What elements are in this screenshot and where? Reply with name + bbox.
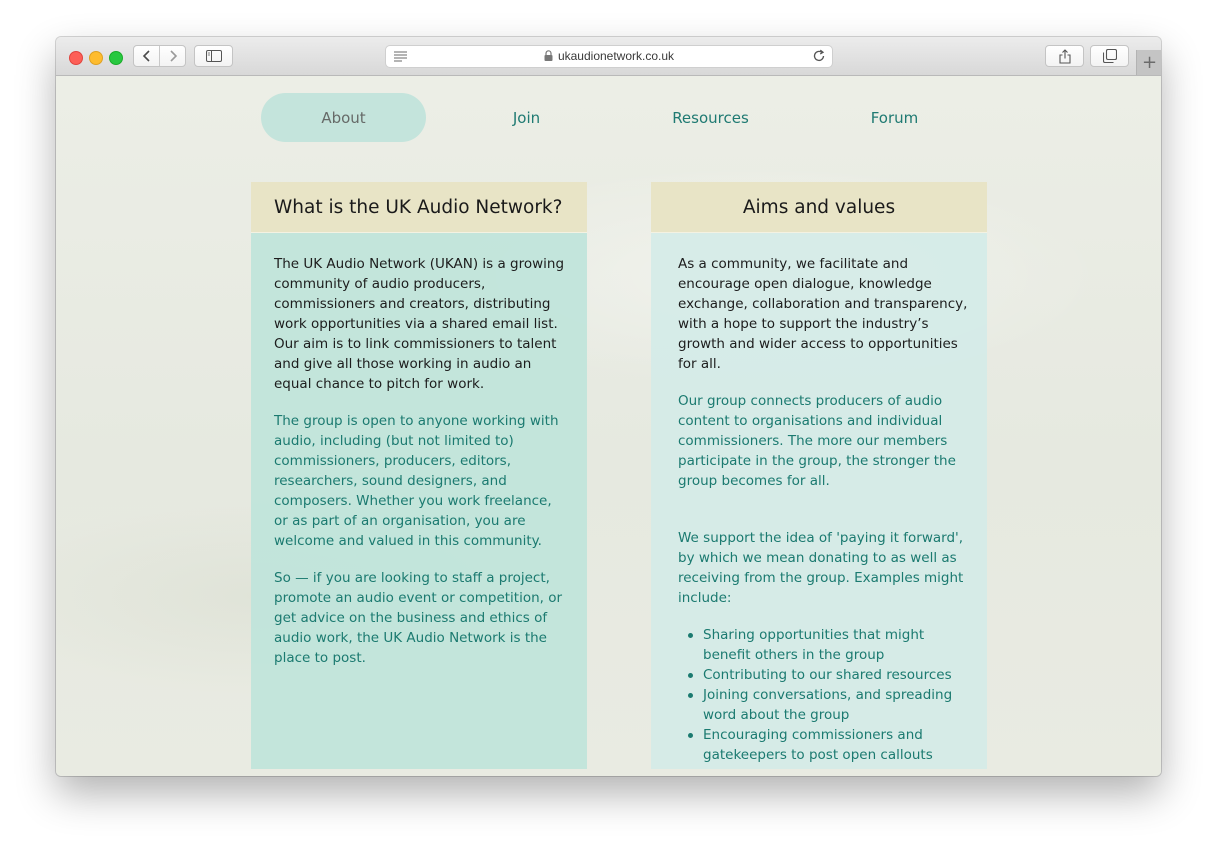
- browser-window: [56, 37, 1161, 776]
- list-item: Encouraging commissioners and gatekeepers to post open callouts: [703, 725, 969, 765]
- nav-item-about[interactable]: About: [261, 93, 426, 142]
- about-paragraph: The group is open to anyone working with audio, including (but not limited to) commissioners, producers, editors, researchers, sound designers, and composers. Whether you work freelance, or as part of an organisation, you are welcome and valued in this community.: [274, 413, 559, 549]
- about-paragraph: So — if you are looking to staff a project, promote an audio event or competition, or get advice on the business and ethics of audio work, the UK Audio Network is the place to post.: [274, 570, 563, 666]
- chevron-left-icon: [142, 50, 152, 62]
- about-card-title: What is the UK Audio Network?: [251, 182, 587, 233]
- tabs-icon: [1103, 49, 1117, 63]
- url-display: [386, 49, 832, 63]
- list-item: Joining conversations, and spreading word about the group: [703, 685, 969, 725]
- about-card: [251, 182, 587, 769]
- aims-paragraph: As a community, we facilitate and encourage open dialogue, knowledge exchange, collaboration and transparency, with a hope to support the industry’s growth and wider access to opportunities for all.: [678, 256, 968, 372]
- aims-card-body: [651, 233, 987, 765]
- forward-button[interactable]: [159, 46, 185, 66]
- show-tabs-button[interactable]: [1090, 45, 1129, 67]
- nav-item-join[interactable]: Join: [512, 108, 541, 127]
- minimize-window-button[interactable]: [89, 51, 103, 65]
- reload-icon[interactable]: [812, 49, 826, 63]
- aims-paragraph: We support the idea of 'paying it forward', by which we mean donating to as well as receiving from the group. Examples might include:: [678, 530, 964, 606]
- list-item: Sharing opportunities that might benefit others in the group: [703, 625, 969, 665]
- share-button[interactable]: [1045, 45, 1084, 67]
- share-icon: [1059, 49, 1071, 64]
- spacer: [678, 508, 969, 528]
- history-nav-group: [133, 45, 186, 67]
- sidebar-toggle-button[interactable]: [194, 45, 233, 67]
- new-tab-button[interactable]: +: [1136, 50, 1161, 75]
- browser-toolbar: [56, 37, 1161, 76]
- url-text: ukaudionetwork.co.uk: [557, 49, 675, 63]
- zoom-window-button[interactable]: [109, 51, 123, 65]
- about-card-body: [251, 233, 587, 668]
- close-window-button[interactable]: [69, 51, 83, 65]
- back-button[interactable]: [134, 46, 159, 66]
- nav-item-forum[interactable]: Forum: [870, 108, 919, 127]
- examples-list: [678, 625, 969, 765]
- aims-card-title: Aims and values: [651, 182, 987, 233]
- chevron-right-icon: [168, 50, 178, 62]
- about-paragraph: The UK Audio Network (UKAN) is a growing community of audio producers, commissioners and creators, distributing work opportunities via a shared email list. Our aim is to link commissioners to talent and give all those working in audio an equal chance to pitch for work.: [274, 256, 565, 392]
- aims-paragraph: Our group connects producers of audio content to organisations and individual commissioners. The more our members participate in the group, the stronger the group becomes for all.: [678, 393, 956, 489]
- lock-icon: [544, 50, 553, 61]
- sidebar-icon: [206, 50, 222, 62]
- list-item: Contributing to our shared resources: [703, 665, 969, 685]
- address-bar[interactable]: [385, 45, 833, 68]
- nav-item-resources[interactable]: Resources: [672, 108, 749, 127]
- web-page: [56, 76, 1161, 776]
- aims-card: [651, 182, 987, 769]
